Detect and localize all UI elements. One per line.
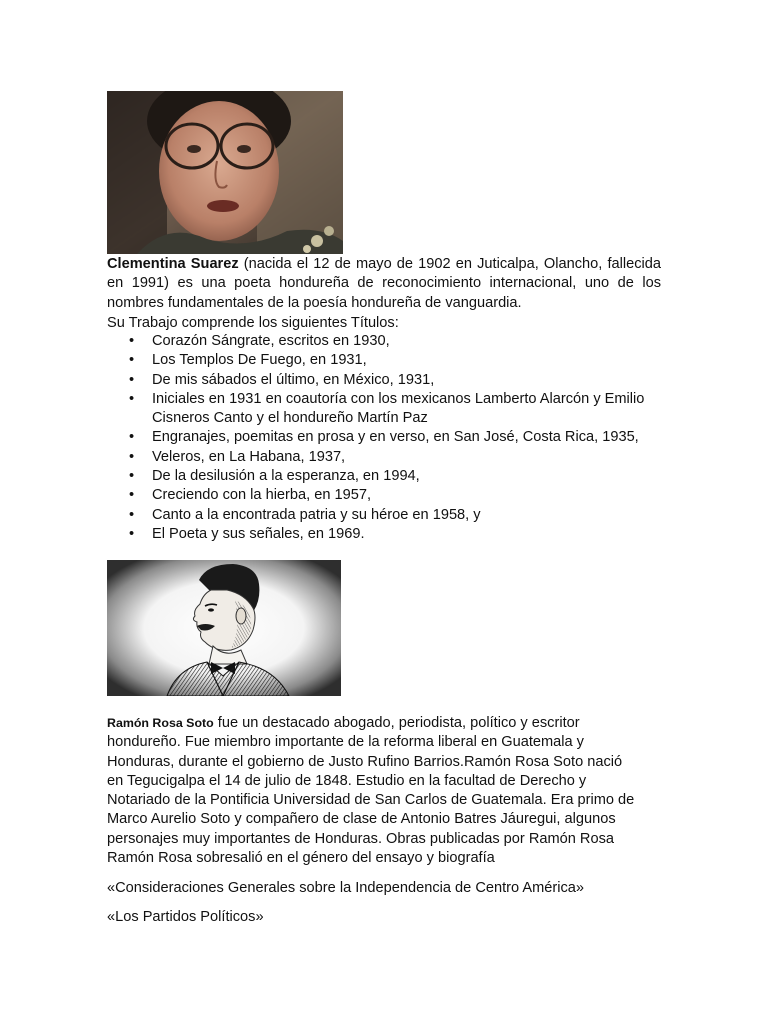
clementina-bio (107, 255, 661, 313)
bullet-icon: • (129, 371, 135, 388)
clementina-name: Clementina Suarez (107, 256, 239, 272)
list-item (107, 506, 663, 525)
list-item (107, 351, 663, 370)
list-item (107, 467, 663, 486)
ramon-rosa-name: Ramón Rosa Soto (107, 716, 214, 730)
bullet-icon: • (129, 468, 135, 485)
list-item-text: De mis sábados el último, en México, 1931, (152, 371, 435, 388)
bullet-icon: • (129, 487, 135, 504)
list-item (107, 448, 663, 467)
list-item (107, 332, 663, 351)
bullet-icon: • (129, 525, 135, 542)
list-item-text: Iniciales en 1931 en coautoría con los mexicanos Lamberto Alarcón y Emilio Cisneros Canto y el hondureño Martín Paz (152, 390, 645, 427)
list-item-text: Canto a la encontrada patria y su héroe en 1958, y (152, 506, 481, 523)
list-item-text: Creciendo con la hierba, en 1957, (152, 487, 372, 504)
works-list (107, 332, 663, 544)
bullet-icon: • (129, 506, 135, 523)
ramon-rosa-portrait (107, 560, 341, 696)
list-item-text: De la desilusión a la esperanza, en 1994, (152, 468, 420, 485)
publication-title: «Los Partidos Políticos» (107, 909, 264, 925)
bullet-icon: • (129, 333, 135, 349)
list-item-text: El Poeta y sus señales, en 1969. (152, 525, 365, 542)
clementina-bio-text: (nacida el 12 de mayo de 1902 en Juticalpa, Olancho, fallecida en 1991) es una poeta hondureña de reconocimiento internacional, uno de los nombres fundamentales de la poesía hondureña de vanguardia. (107, 256, 662, 311)
bullet-icon: • (129, 429, 135, 446)
list-item (107, 428, 663, 447)
ramon-rosa-bio-text: fue un destacado abogado, periodista, político y escritor hondureño. Fue miembro importante de la reforma liberal en Guatemala y Honduras, durante el gobierno de Justo Rufino Barrios.Ramón Rosa Soto nació en Tegucigalpa el 14 de julio de 1848. Estudio en la facultad de Derecho y Notariado de la Pontificia Universidad de San Carlos de Guatemala. Era primo de Marco Aurelio Soto y compañero de clase de Antonio Batres Jáuregui, algunos personajes muy importantes de Honduras. Obras publicadas por Ramón Rosa Ramón Rosa sobresalió en el género del ensayo y biografía (107, 715, 635, 867)
list-item-text: Veleros, en La Habana, 1937, (152, 448, 346, 465)
list-item-text: Engranajes, poemitas en prosa y en verso, en San José, Costa Rica, 1935, (152, 429, 639, 446)
publication-title: «Consideraciones Generales sobre la Independencia de Centro América» (107, 880, 585, 896)
list-item (107, 525, 663, 544)
bullet-icon: • (129, 352, 135, 369)
list-item-text: Los Templos De Fuego, en 1931, (152, 352, 367, 369)
list-item-text: Corazón Sángrate, escritos en 1930, (152, 333, 390, 349)
list-item (107, 486, 663, 505)
list-item (107, 390, 663, 429)
list-item (107, 371, 663, 390)
bullet-icon: • (129, 390, 135, 407)
works-intro: Su Trabajo comprende los siguientes Títulos: (107, 315, 399, 331)
bullet-icon: • (129, 448, 135, 465)
clementina-suarez-photo (107, 91, 343, 254)
ramon-rosa-bio (107, 714, 637, 868)
